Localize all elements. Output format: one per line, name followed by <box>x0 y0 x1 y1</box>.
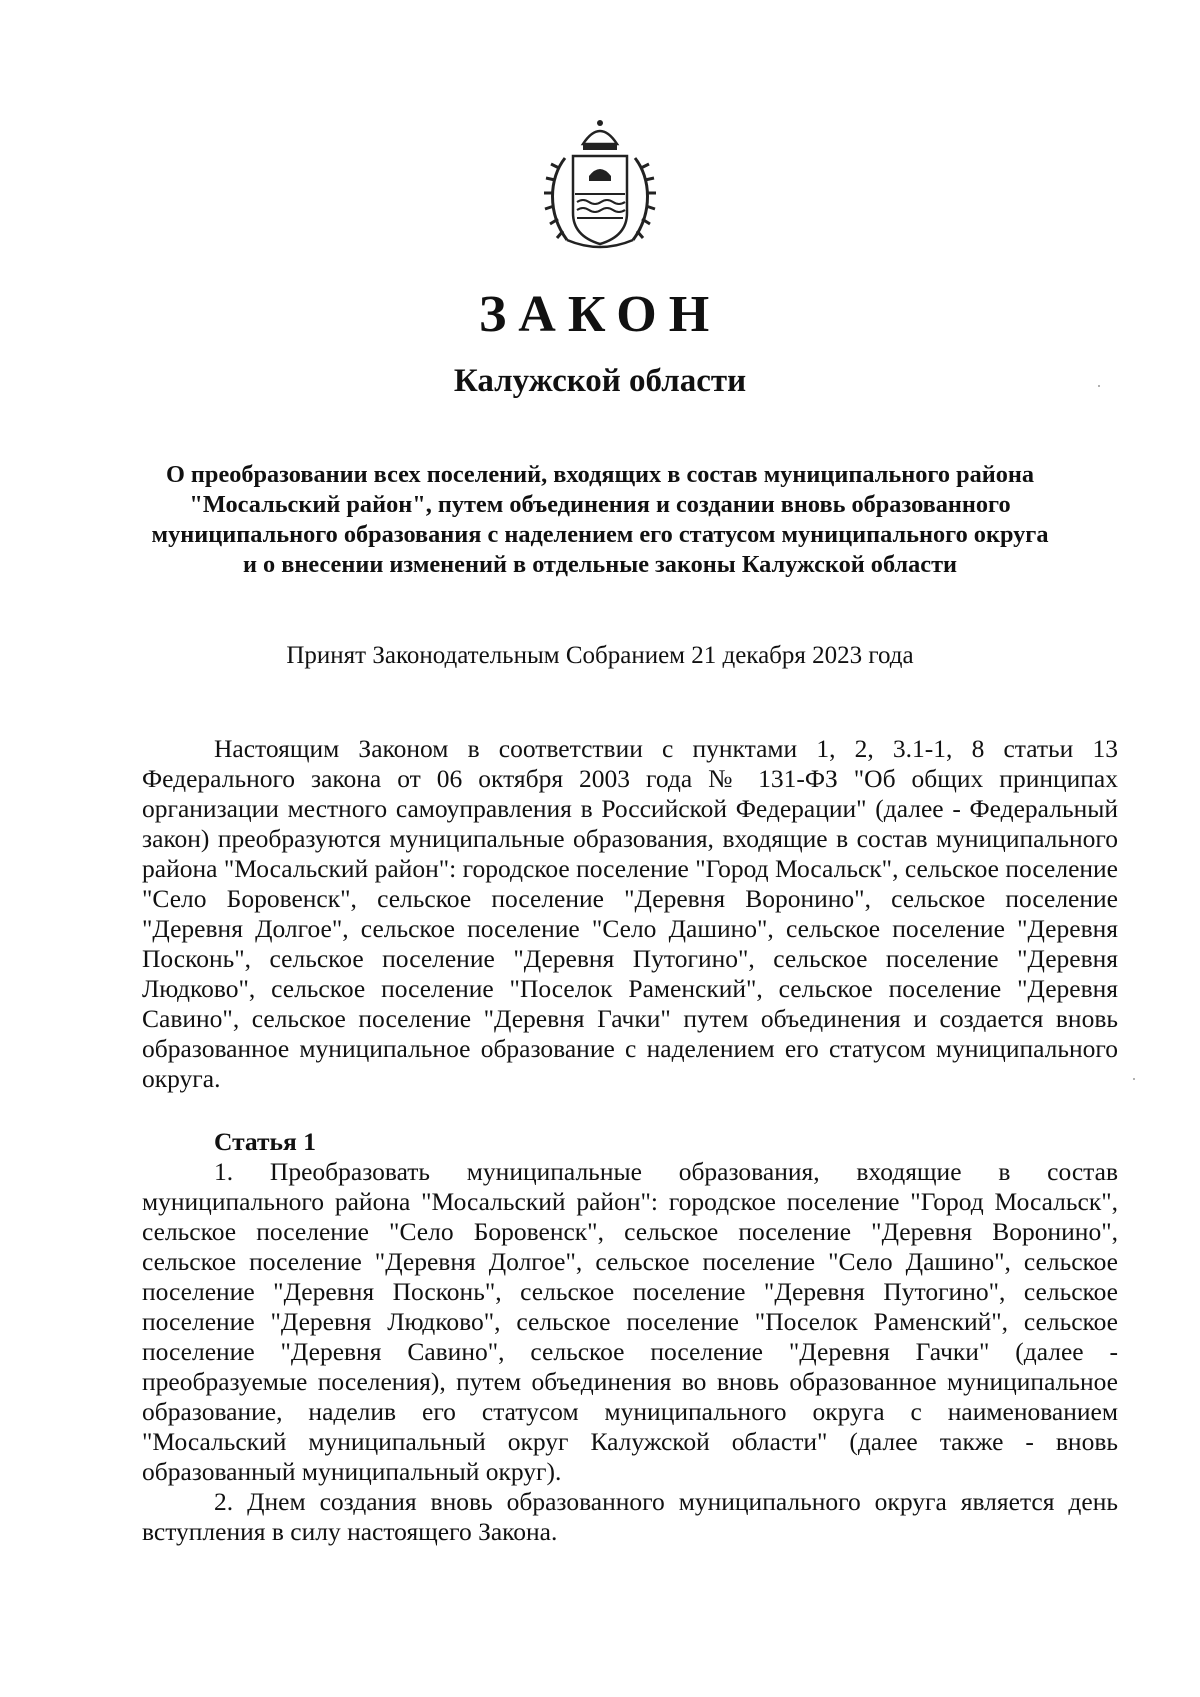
article-1-section <box>142 1127 1118 1547</box>
document-region: Калужской области <box>453 363 747 399</box>
article-1-heading: Статья 1 <box>214 1127 316 1156</box>
article-1-item-1: 1. Преобразовать муниципальные образования, входящие в состав муниципального района "Мосальский район": городское поселение "Город Мосальск", сельское поселение "Село Боровенск", сельское поселение "Деревня Воронино", сельское поселение "Деревня Долгое", сельское поселение "Село Дашино", сельское поселение "Деревня Посконь", сельское поселение "Деревня Путогино", сельское поселение "Деревня Людково", сельское поселение "Поселок Раменский", сельское поселение "Деревня Савино", сельское поселение "Деревня Гачки" (далее - преобразуемые поселения), путем объединения во вновь образованное муниципальное образование, наделив его статусом муниципального округа с наименованием "Мосальский муниципальный округ Калужской области" (далее также - вновь образованный муниципальный округ). <box>142 1157 1118 1486</box>
document-title: ЗАКОН <box>478 286 722 343</box>
coat-of-arms-emblem <box>537 118 663 256</box>
scan-speck <box>1133 1078 1135 1080</box>
article-1-item-2: 2. Днем создания вновь образованного муниципального округа является день вступления в силу настоящего Закона. <box>142 1487 1118 1546</box>
scan-speck <box>1098 385 1100 387</box>
preamble-section <box>142 734 1118 1094</box>
law-subject: О преобразовании всех поселений, входящих в состав муниципального района "Мосальский район", путем объединения и создании вновь образованного муниципального образования с наделением его статусом муниципального округа и о внесении изменений в отдельные законы Калужской области <box>151 461 1049 578</box>
preamble-paragraph: Настоящим Законом в соответствии с пунктами 1, 2, 3.1-1, 8 статьи 13 Федерального закона от 06 октября 2003 года № 131-ФЗ "Об общих принципах организации местного самоуправления в Российской Федерации" (далее - Федеральный закон) преобразуются муниципальные образования, входящие в состав муниципального района "Мосальский район": городское поселение "Город Мосальск", сельское поселение "Село Боровенск", сельское поселение "Деревня Воронино", сельское поселение "Деревня Долгое", сельское поселение "Село Дашино", сельское поселение "Деревня Посконь", сельское поселение "Деревня Путогино", сельское поселение "Деревня Людково", сельское поселение "Поселок Раменский", сельское поселение "Деревня Савино", сельское поселение "Деревня Гачки" путем объединения и создается вновь образованное муниципальное образование с наделением его статусом муниципального округа. <box>142 734 1118 1093</box>
adoption-line: Принят Законодательным Собранием 21 декабря 2023 года <box>286 642 914 669</box>
